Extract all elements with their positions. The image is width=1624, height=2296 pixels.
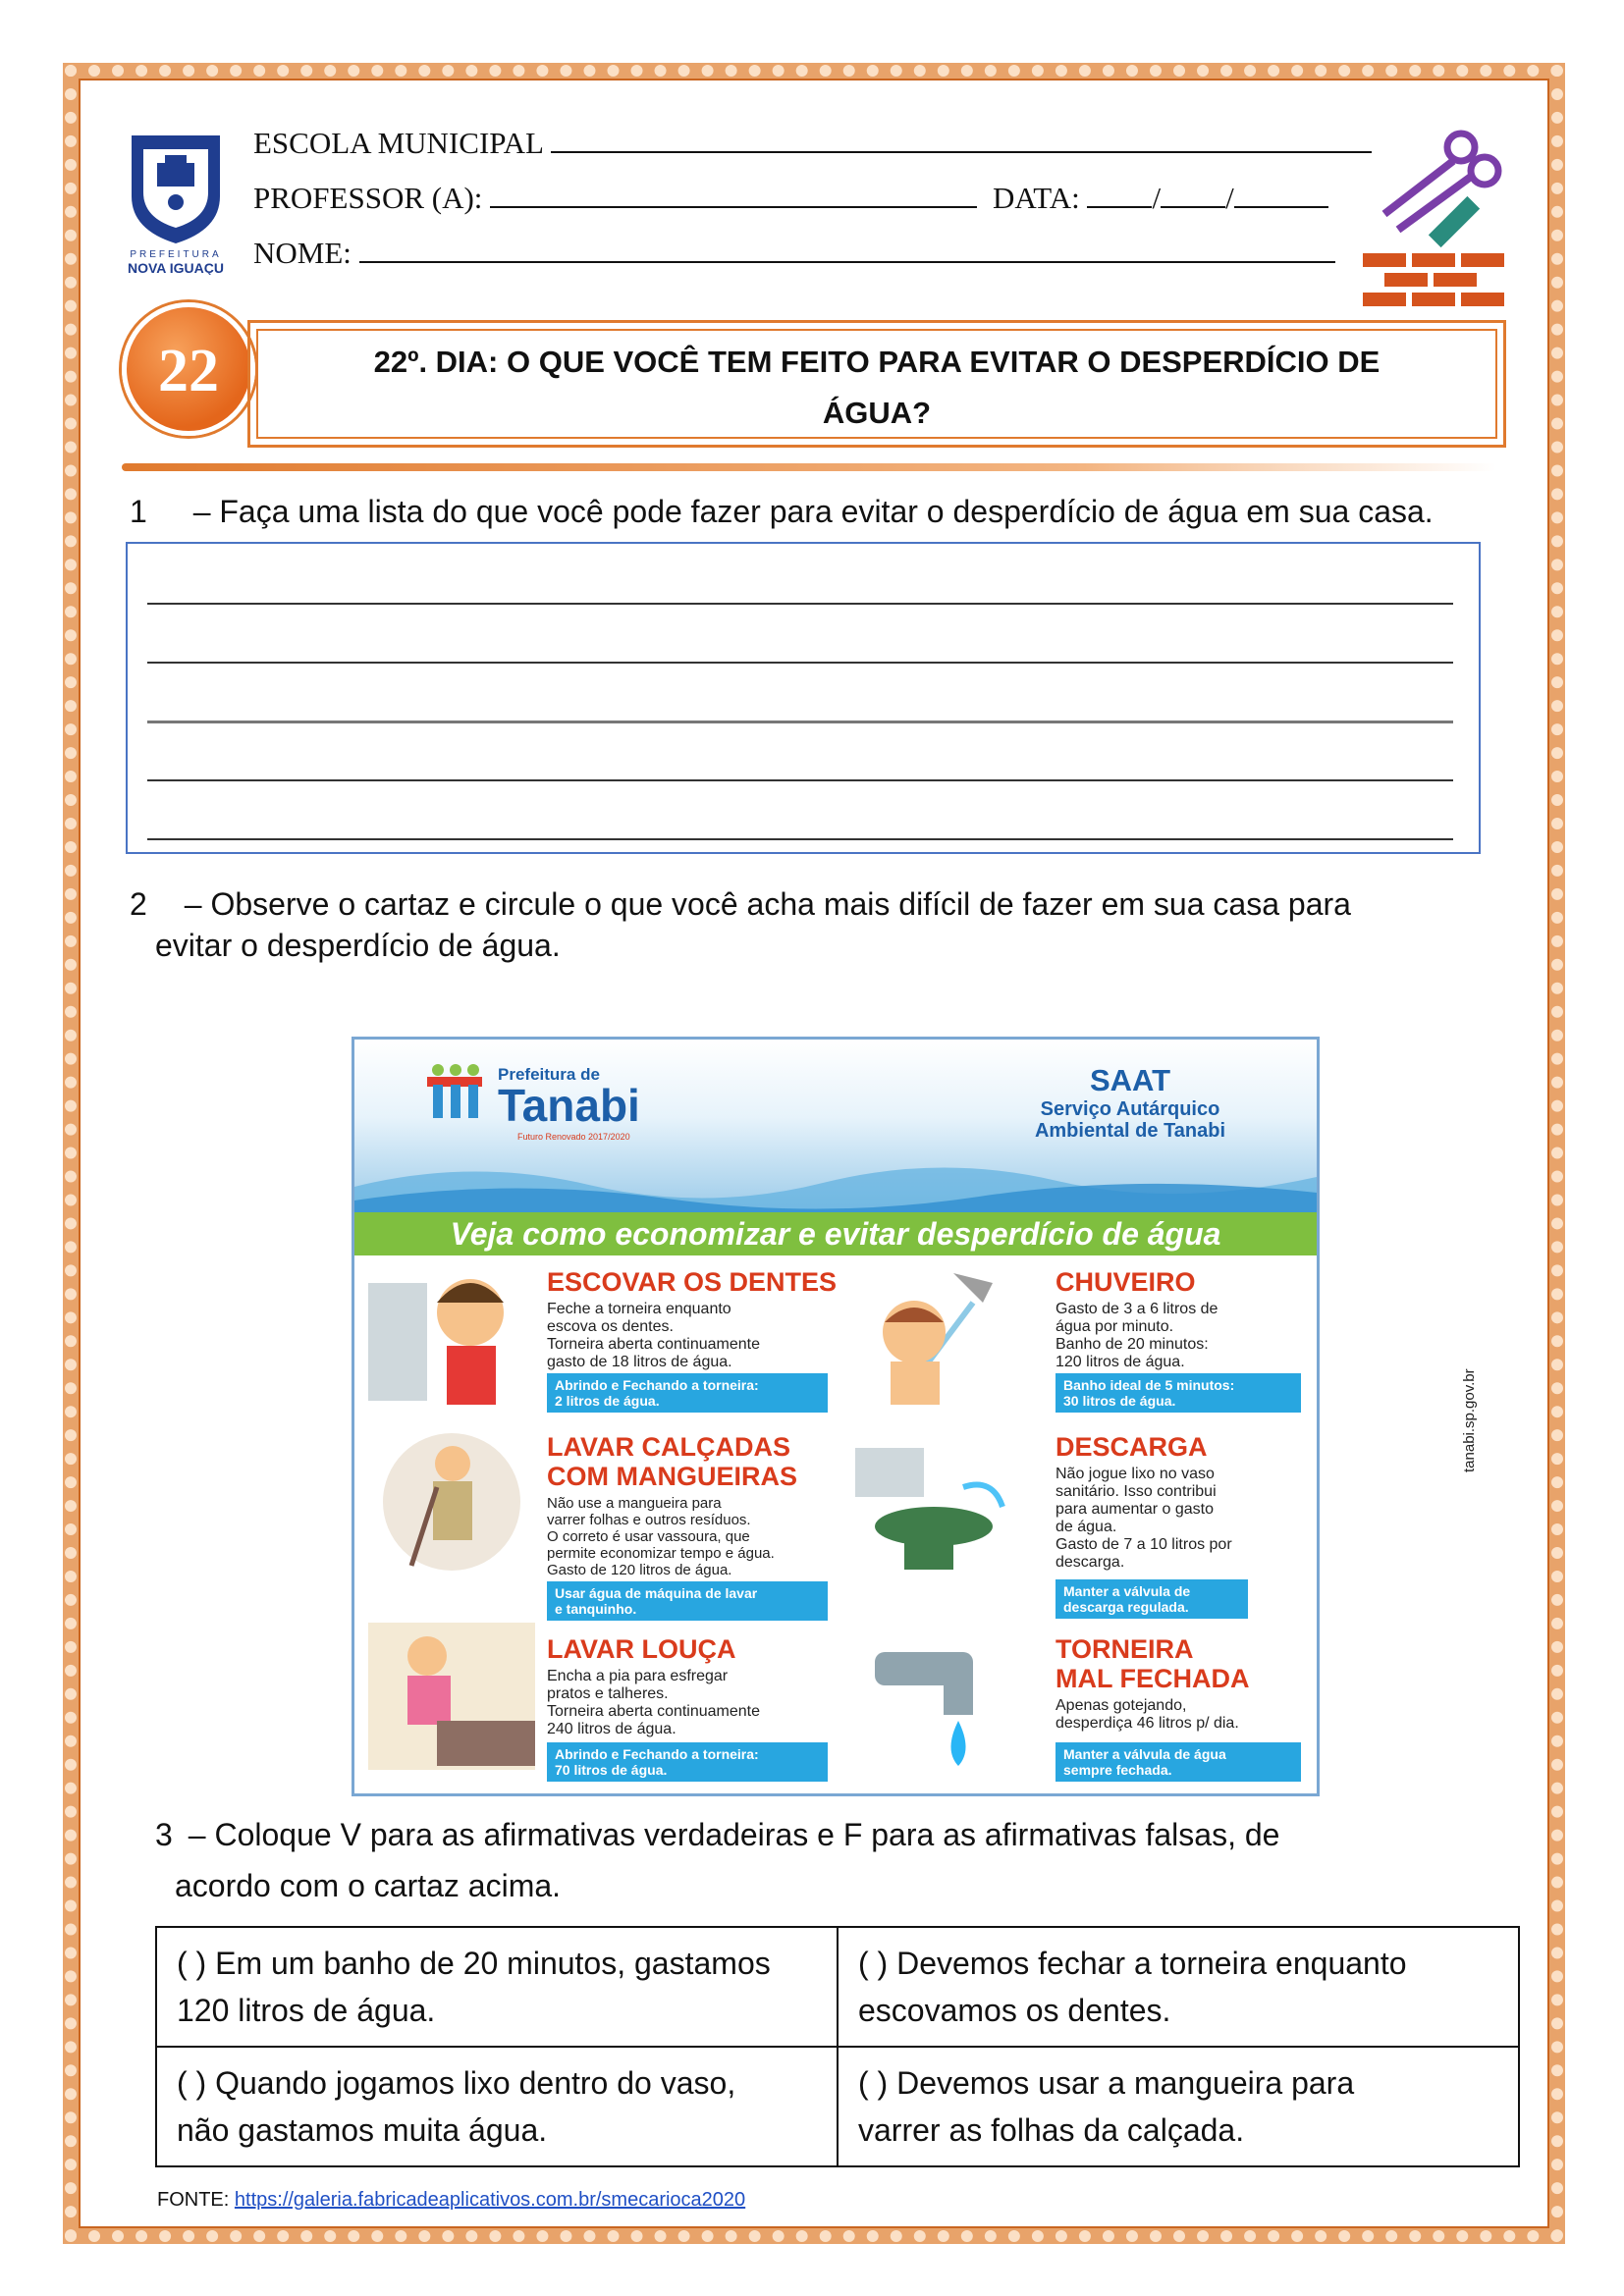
date-sep-1: / xyxy=(1152,181,1162,215)
question-3-number: 3 xyxy=(155,1817,173,1852)
item-title: DESCARGA xyxy=(1056,1432,1208,1462)
teacher-label: PROFESSOR (A): xyxy=(253,181,483,215)
answer-line[interactable] xyxy=(147,603,1453,605)
item-tip: Manter a válvula de água sempre fechada. xyxy=(1056,1742,1301,1782)
poster-water-wave xyxy=(354,1157,1317,1216)
poster-saat-line2: Ambiental de Tanabi xyxy=(1034,1120,1226,1142)
item-title: ESCOVAR OS DENTES xyxy=(547,1267,838,1297)
question-2-number: 2 xyxy=(130,886,147,922)
question-2-line2: evitar o desperdício de água. xyxy=(155,928,561,963)
date-sep-2: / xyxy=(1225,181,1234,215)
poster-banner xyxy=(354,1212,1317,1255)
source-label: FONTE: xyxy=(157,2189,230,2211)
item-body: Gasto de 3 a 6 litros de água por minuto. Banho de 20 minutos: 120 litros de água. xyxy=(1056,1301,1218,1370)
answer-box-1[interactable] xyxy=(126,542,1481,854)
item-tip: Usar água de máquina de lavar e tanquinho. xyxy=(547,1581,828,1621)
question-3-line2: acordo com o cartaz acima. xyxy=(175,1868,562,1903)
question-3-line1: – Coloque V para as afirmativas verdadeiras e F para as afirmativas falsas, de xyxy=(188,1817,1280,1852)
question-1 xyxy=(130,491,1434,532)
question-3 xyxy=(155,1814,1279,1906)
poster-saat-line1: Serviço Autárquico xyxy=(1040,1098,1220,1120)
item-body: Feche a torneira enquanto escova os dentes. Torneira aberta continuamente gasto de 18 litros de água. xyxy=(547,1301,761,1370)
item-body: Apenas gotejando, desperdiça 46 litros p/ dia. xyxy=(1056,1697,1239,1732)
water-poster[interactable] xyxy=(352,1037,1320,1796)
answer-line[interactable] xyxy=(147,779,1453,781)
item-tip: Manter a válvula de descarga regulada. xyxy=(1056,1579,1248,1619)
question-2-line1: – Observe o cartaz e circule o que você acha mais difícil de fazer em sua casa para xyxy=(184,886,1351,922)
item-tip: Abrindo e Fechando a torneira: 2 litros de água. xyxy=(547,1373,828,1413)
poster-org-small: Prefeitura de xyxy=(498,1065,600,1084)
statement-cell[interactable]: ( ) Quando jogamos lixo dentro do vaso, não gastamos muita água. xyxy=(156,2047,838,2166)
logo-caption-top: PREFEITURA xyxy=(130,249,222,260)
item-body: Não use a mangueira para varrer folhas e outros resíduos. O correto é usar vassoura, que permite economizar tempo e água. Gasto de 120 litros de água. xyxy=(547,1495,775,1578)
name-label: NOME: xyxy=(253,236,352,270)
true-false-table xyxy=(155,1926,1520,2167)
scissors-brick-decoration xyxy=(1355,126,1512,322)
school-blank[interactable] xyxy=(551,128,1372,153)
poster-banner-text: Veja como economizar e evitar desperdício de água xyxy=(450,1216,1221,1252)
name-field xyxy=(253,236,1335,271)
day-badge xyxy=(122,302,255,436)
prefeitura-logo xyxy=(118,128,234,275)
tanabi-logo-icon xyxy=(423,1063,486,1122)
poster-org-big: Tanabi xyxy=(498,1080,640,1131)
logo-caption-bottom: NOVA IGUAÇU xyxy=(128,260,224,275)
question-1-text: – Faça uma lista do que você pode fazer para evitar o desperdício de água em sua casa. xyxy=(192,494,1434,529)
item-title: CHUVEIRO xyxy=(1056,1267,1196,1297)
poster-credit: tanabi.sp.gov.br xyxy=(1461,1368,1478,1472)
poster-org-motto: Futuro Renovado 2017/2020 xyxy=(517,1132,630,1142)
answer-line[interactable] xyxy=(147,662,1453,664)
name-blank[interactable] xyxy=(359,238,1335,263)
day-number: 22 xyxy=(158,338,219,404)
statement-cell[interactable]: ( ) Em um banho de 20 minutos, gastamos 120 litros de água. xyxy=(156,1927,838,2047)
toilet-icon xyxy=(845,1428,1012,1575)
lesson-title-line2: ÁGUA? xyxy=(822,396,932,430)
item-title: TORNEIRA MAL FECHADA xyxy=(1056,1634,1250,1693)
lesson-title-line1: 22º. DIA: O QUE VOCÊ TEM FEITO PARA EVITAR O DESPERDÍCIO DE xyxy=(373,345,1380,379)
teacher-blank[interactable] xyxy=(490,183,977,208)
question-2 xyxy=(130,883,1351,966)
school-label: ESCOLA MUNICIPAL xyxy=(253,126,543,160)
item-body: Encha a pia para esfregar pratos e talheres. Torneira aberta continuamente 240 litros de água. xyxy=(547,1668,761,1737)
title-box xyxy=(247,320,1506,448)
question-1-number: 1 xyxy=(130,494,147,529)
statement-cell[interactable]: ( ) Devemos fechar a torneira enquanto escovamos os dentes. xyxy=(838,1927,1519,2047)
answer-line[interactable] xyxy=(147,838,1453,840)
date-day-blank[interactable] xyxy=(1087,183,1152,208)
teacher-date-field xyxy=(253,181,1328,216)
dripping-faucet-icon xyxy=(845,1623,1012,1770)
date-label: DATA: xyxy=(992,181,1080,215)
date-year-blank[interactable] xyxy=(1234,183,1328,208)
date-month-blank[interactable] xyxy=(1161,183,1225,208)
statement-cell[interactable]: ( ) Devemos usar a mangueira para varrer as folhas da calçada. xyxy=(838,2047,1519,2166)
title-underline xyxy=(122,463,1496,471)
woman-washing-dishes-icon xyxy=(368,1623,535,1770)
source xyxy=(157,2189,745,2212)
answer-line[interactable] xyxy=(147,721,1453,723)
person-sweeping-icon xyxy=(368,1428,535,1575)
item-tip: Abrindo e Fechando a torneira: 70 litros de água. xyxy=(547,1742,828,1782)
poster-saat: SAAT xyxy=(1089,1063,1171,1097)
item-title: LAVAR LOUÇA xyxy=(547,1634,736,1664)
item-tip: Banho ideal de 5 minutos: 30 litros de água. xyxy=(1056,1373,1301,1413)
lesson-title xyxy=(290,337,1464,439)
item-title: LAVAR CALÇADAS COM MANGUEIRAS xyxy=(547,1432,797,1491)
item-body: Não jogue lixo no vaso sanitário. Isso contribui para aumentar o gasto de água. Gasto de 7 a 10 litros por descarga. xyxy=(1056,1466,1232,1571)
kid-shower-icon xyxy=(845,1263,1012,1411)
kid-brushing-teeth-icon xyxy=(368,1263,535,1411)
source-link[interactable]: https://galeria.fabricadeaplicativos.com.br/smecarioca2020 xyxy=(234,2189,746,2211)
school-field xyxy=(253,126,1372,161)
